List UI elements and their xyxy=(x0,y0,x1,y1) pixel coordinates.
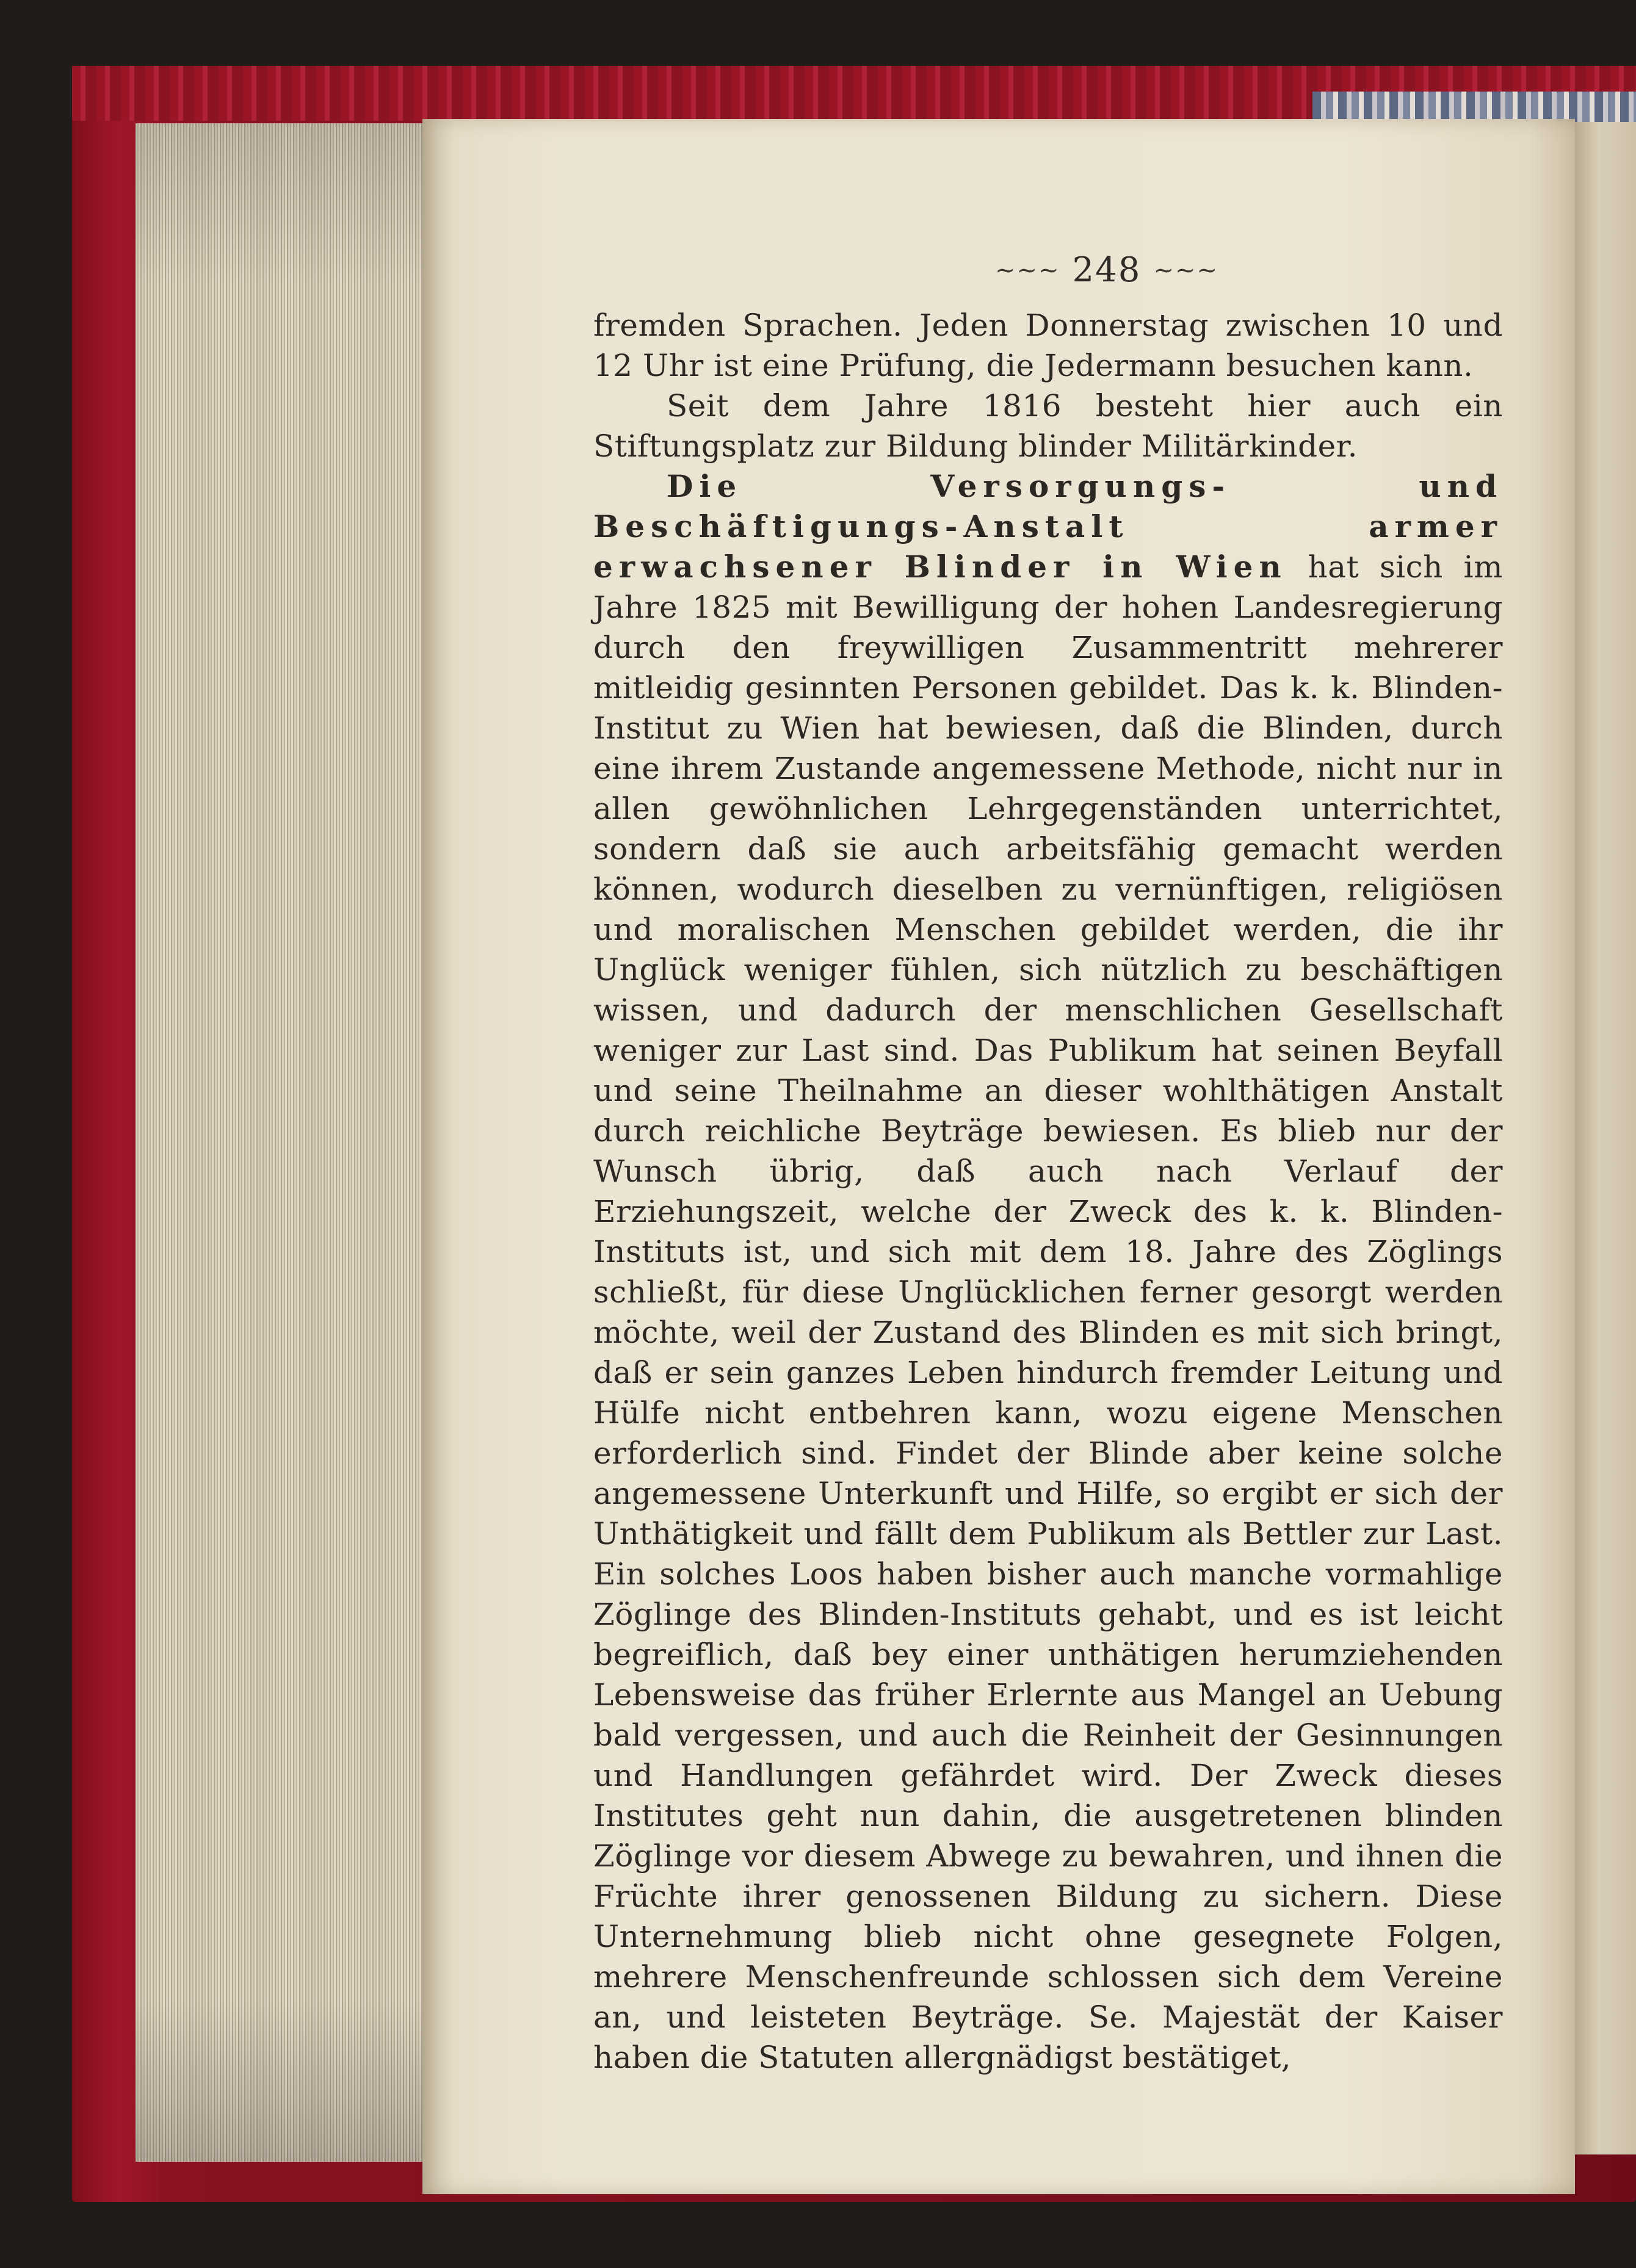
page-number: 248 xyxy=(1072,250,1142,290)
paragraph-3 xyxy=(593,466,1503,2078)
ornament-left: ~~~ xyxy=(995,256,1060,284)
paragraph-1: fremden Sprachen. Jeden Donnerstag zwischen 10 und 12 Uhr ist eine Prüfung, die Jedermann besuchen kann. xyxy=(593,308,1503,383)
page-header xyxy=(995,250,1218,290)
paragraph-2: Seit dem Jahre 1816 besteht hier auch ein Stiftungsplatz zur Bildung blinder Militärkinder. xyxy=(593,388,1503,464)
body-text xyxy=(593,305,1503,2078)
spaced-heading: Die Versorgungs- und Beschäftigungs-Anstalt armer erwachsener Blinder in Wien xyxy=(593,468,1503,585)
page-edges xyxy=(136,123,426,2162)
ornament-right: ~~~ xyxy=(1153,256,1218,284)
paragraph-3-body: hat sich im Jahre 1825 mit Bewilligung der hohen Landesregierung durch den freywilligen Zusammentritt mehrerer mitleidig gesinnten Personen gebildet. Das k. k. Blinden-Institut zu Wien hat bewiesen, daß die Blinden, durch eine ihrem Zustande angemessene Methode, nicht nur in allen gewöhnlichen Lehrgegenständen unterrichtet, sondern daß sie auch arbeitsfähig gemacht werden können, wodurch dieselben zu vernünftigen, religiösen und moralischen Menschen gebildet werden, die ihr Unglück weniger fühlen, sich nützlich zu beschäftigen wissen, und dadurch der menschlichen Gesellschaft weniger zur Last sind. Das Publikum hat seinen Beyfall und seine Theilnahme an dieser wohlthätigen Anstalt durch reichliche Beyträge bewiesen. Es blieb nur der Wunsch übrig, daß auch nach Verlauf der Erziehungszeit, welche der Zweck des k. k. Blinden-Instituts ist, und sich mit dem 18. Jahre des Zöglings schließt, für diese Unglücklichen ferner gesorgt werden möchte, weil der Zustand des Blinden es mit sich bringt, daß er sein ganzes Leben hindurch fremder Leitung und Hülfe nicht entbehren kann, wozu eigene Menschen erforderlich sind. Findet der Blinde aber keine solche angemessene Unterkunft und Hilfe, so ergibt er sich der Unthätigkeit und fällt dem Publikum als Bettler zur Last. Ein solches Loos haben bisher auch manche vormahlige Zöglinge des Blinden-Instituts gehabt, und es ist leicht begreiflich, daß bey einer unthätigen herumziehenden Lebensweise das früher Erlernte aus Mangel an Uebung bald vergessen, und auch die Reinheit der Gesinnungen und Handlungen gefährdet wird. Der Zweck dieses Institutes geht nun dahin, die ausgetretenen blinden Zöglinge vor diesem Abwege zu bewahren, und ihnen die Früchte ihrer genossenen Bildung zu sichern. Diese Unternehmung blieb nicht ohne gesegnete Folgen, mehrere Menschenfreunde schlossen sich dem Vereine an, und leisteten Beyträge. Se. Majestät der Kaiser haben die Statuten allergnädigst bestätiget, xyxy=(593,549,1503,2075)
next-page-edge xyxy=(1575,122,1636,2154)
